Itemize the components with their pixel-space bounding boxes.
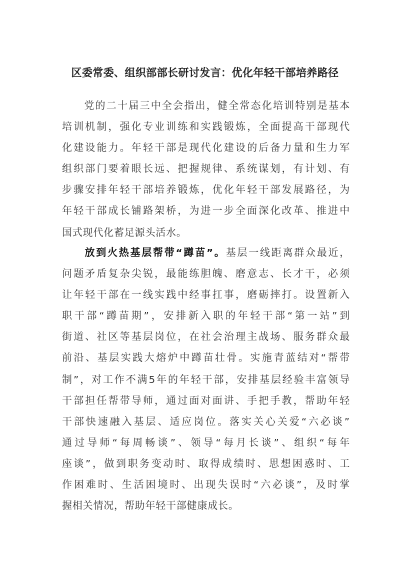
paragraph-line: 干部快速融入基层、适应岗位。落实关心关爱“六必谈” bbox=[62, 416, 350, 428]
paragraph-intro bbox=[62, 96, 350, 244]
paragraph-line: 干部担任帮带导师，通过面对面讲、手把手教，帮助年轻 bbox=[62, 395, 350, 407]
paragraph-line: 作困难时、生活困境时、出现失误时“六必谈”，及时掌 bbox=[62, 480, 350, 492]
paragraph-line: 座谈”，做到职务变动时、取得成绩时、思想困惑时、工 bbox=[62, 458, 350, 470]
document-title: 区委常委、组织部部长研讨发言：优化年轻干部培养路径 bbox=[71, 67, 339, 79]
paragraph-line: 制”，对工作不满5年的年轻干部，安排基层经验丰富领导 bbox=[62, 374, 350, 386]
paragraph-first-line-text: 基层一线距离群众最近， bbox=[225, 248, 350, 259]
paragraph-line: 国式现代化蓄足源头活水。 bbox=[62, 227, 187, 239]
paragraph-lead-heading: 放到火热基层帮带“蹲苗”。 bbox=[62, 248, 226, 259]
paragraph-line: 职干部“蹲苗期”，安排新入职的年轻干部“第一站”到 bbox=[62, 311, 350, 323]
paragraph-line: 让年轻干部在一线实践中经事扛事，磨砺摔打。设置新入 bbox=[62, 290, 350, 302]
paragraph-first-line bbox=[62, 243, 350, 264]
paragraph-line: 街道、社区等基层岗位，在社会治理主战场、服务群众最 bbox=[62, 332, 350, 344]
paragraph-grassroots bbox=[62, 243, 350, 517]
paragraph-line: 问题矛盾复杂尖锐，最能练胆魄、磨意志、长才干，必须 bbox=[62, 269, 350, 281]
paragraph-line: 党的二十届三中全会指出，健全常态化培训特别是基本 bbox=[62, 101, 350, 112]
paragraph-line: 组织部门要着眼长远、把握规律、系统谋划，有计划、有 bbox=[62, 164, 350, 176]
paragraph-line: 步骤安排年轻干部培养锻炼，优化年轻干部发展路径，为 bbox=[62, 185, 350, 197]
paragraph-line: 化建设能力。年轻干部是现代化建设的后备力量和生力军 bbox=[62, 143, 350, 155]
paragraph-line: 前沿、基层实践大熔炉中蹲苗壮骨。实施青蓝结对“帮带 bbox=[62, 353, 350, 365]
paragraph-line: 培训机制，强化专业训练和实践锻炼，全面提高干部现代 bbox=[62, 122, 350, 134]
paragraph-line: 通过导师“每周畅谈”、领导“每月长谈”、组织“每年 bbox=[62, 437, 350, 449]
paragraph-line: 握相关情况，帮助年轻干部健康成长。 bbox=[62, 501, 239, 513]
paragraph-line: 年轻干部成长铺路架桥，为进一步全面深化改革、推进中 bbox=[62, 206, 350, 218]
